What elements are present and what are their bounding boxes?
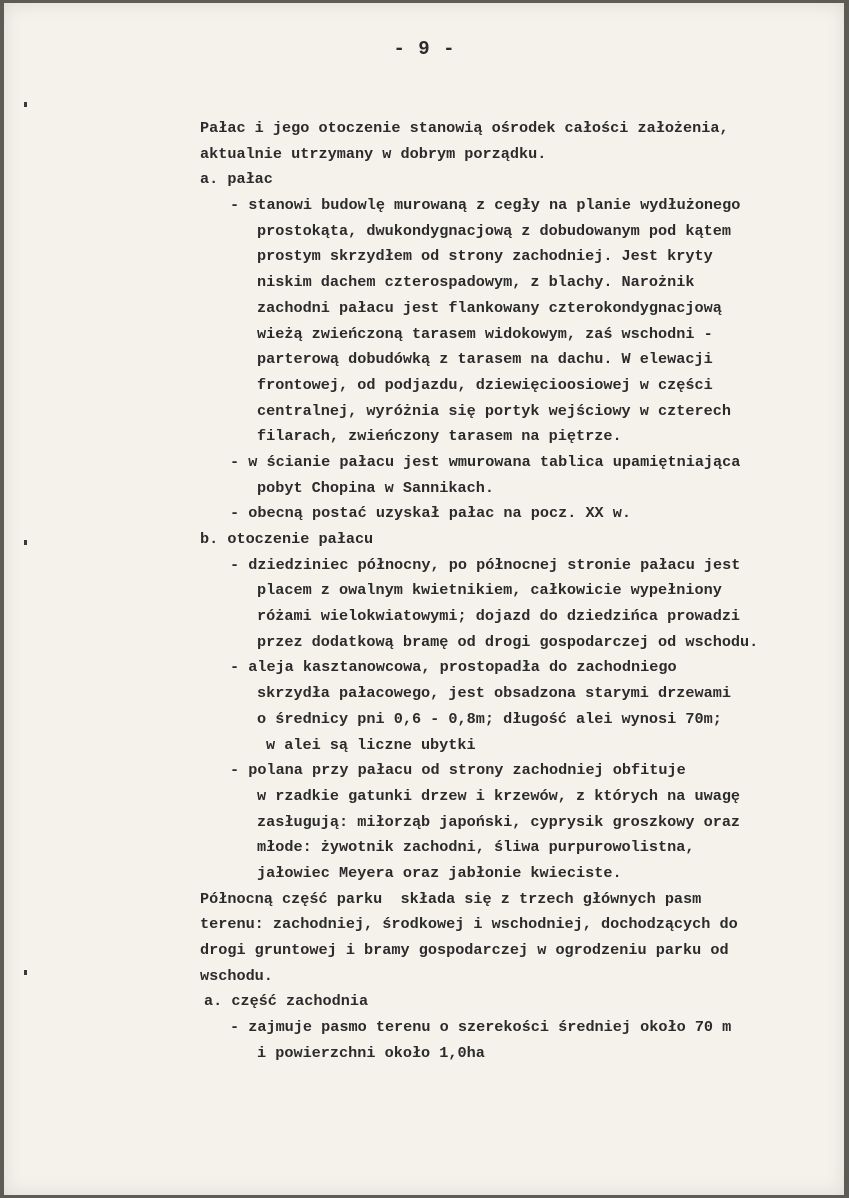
text-line: o średnicy pni 0,6 - 0,8m; długość alei wynosi 70m; [257,709,722,728]
text-line: frontowej, od podjazdu, dziewięcioosiowej w części [257,375,713,394]
text-line: przez dodatkową bramę od drogi gospodarczej od wschodu. [257,632,759,651]
text-line: wieżą zwieńczoną tarasem widokowym, zaś wschodni - [257,324,713,343]
text-line: pobyt Chopina w Sannikach. [257,478,494,497]
text-line: - w ścianie pałacu jest wmurowana tablica upamiętniająca [230,452,741,471]
margin-mark [24,102,27,107]
text-line: - dziedziniec północny, po północnej stronie pałacu jest [230,555,741,574]
text-line: parterową dobudówką z tarasem na dachu. W elewacji [257,350,713,369]
text-line: a. część zachodnia [204,992,369,1011]
text-line: - stanowi budowlę murowaną z cegły na planie wydłużonego [230,196,741,215]
text-line: wschodu. [200,966,273,985]
text-line: aktualnie utrzymany w dobrym porządku. [200,144,547,163]
margin-mark [24,970,27,975]
text-line: różami wielokwiatowymi; dojazd do dziedzińca prowadzi [257,607,741,626]
text-line: centralnej, wyróżnia się portyk wejściowy w czterech [257,401,731,420]
text-line: filarach, zwieńczony tarasem na piętrze. [257,427,622,446]
text-line: b. otoczenie pałacu [200,530,374,548]
text-line: w alei są liczne ubytki [266,735,476,754]
text-line: niskim dachem czterospadowym, z blachy. Narożnik [257,273,695,292]
text-line: a. pałac [200,170,273,189]
document-body [200,116,830,1066]
text-line: - polana przy pałacu od strony zachodniej obfituje [230,761,686,780]
text-line: - zajmuje pasmo terenu o szerekości średniej około 70 m [230,1018,732,1037]
text-line: prostokąta, dwukondygnacjową z dobudowanym pod kątem [257,221,731,240]
text-line: terenu: zachodniej, środkowej i wschodniej, dochodzących do [200,915,738,934]
text-line: - obecną postać uzyskał pałac na pocz. XX w. [230,504,632,523]
text-line: drogi gruntowej i bramy gospodarczej w ogrodzeniu parku od [200,941,729,959]
text-line: - aleja kasztanowcowa, prostopadła do zachodniego [230,658,677,677]
text-line: i powierzchni około 1,0ha [257,1043,485,1062]
page-number: - 9 - [393,38,456,60]
text-line: jałowiec Meyera oraz jabłonie kwieciste. [257,863,622,882]
text-line: skrzydła pałacowego, jest obsadzona starymi drzewami [257,684,731,703]
text-line: prostym skrzydłem od strony zachodniej. Jest kryty [257,247,713,266]
text-line: Pałac i jego otoczenie stanowią ośrodek całości założenia, [200,119,729,137]
text-line: młode: żywotnik zachodni, śliwa purpurowolistna, [257,838,695,857]
text-line: w rzadkie gatunki drzew i krzewów, z których na uwagę [257,786,741,805]
margin-mark [24,540,27,545]
text-line: placem z owalnym kwietnikiem, całkowicie wypełniony [257,581,722,600]
text-line: zachodni pałacu jest flankowany czterokondygnacjową [257,298,722,317]
text-line: zasługują: miłorząb japoński, cyprysik groszkowy oraz [257,812,741,831]
text-line: Północną część parku składa się z trzech głównych pasm [200,889,702,908]
